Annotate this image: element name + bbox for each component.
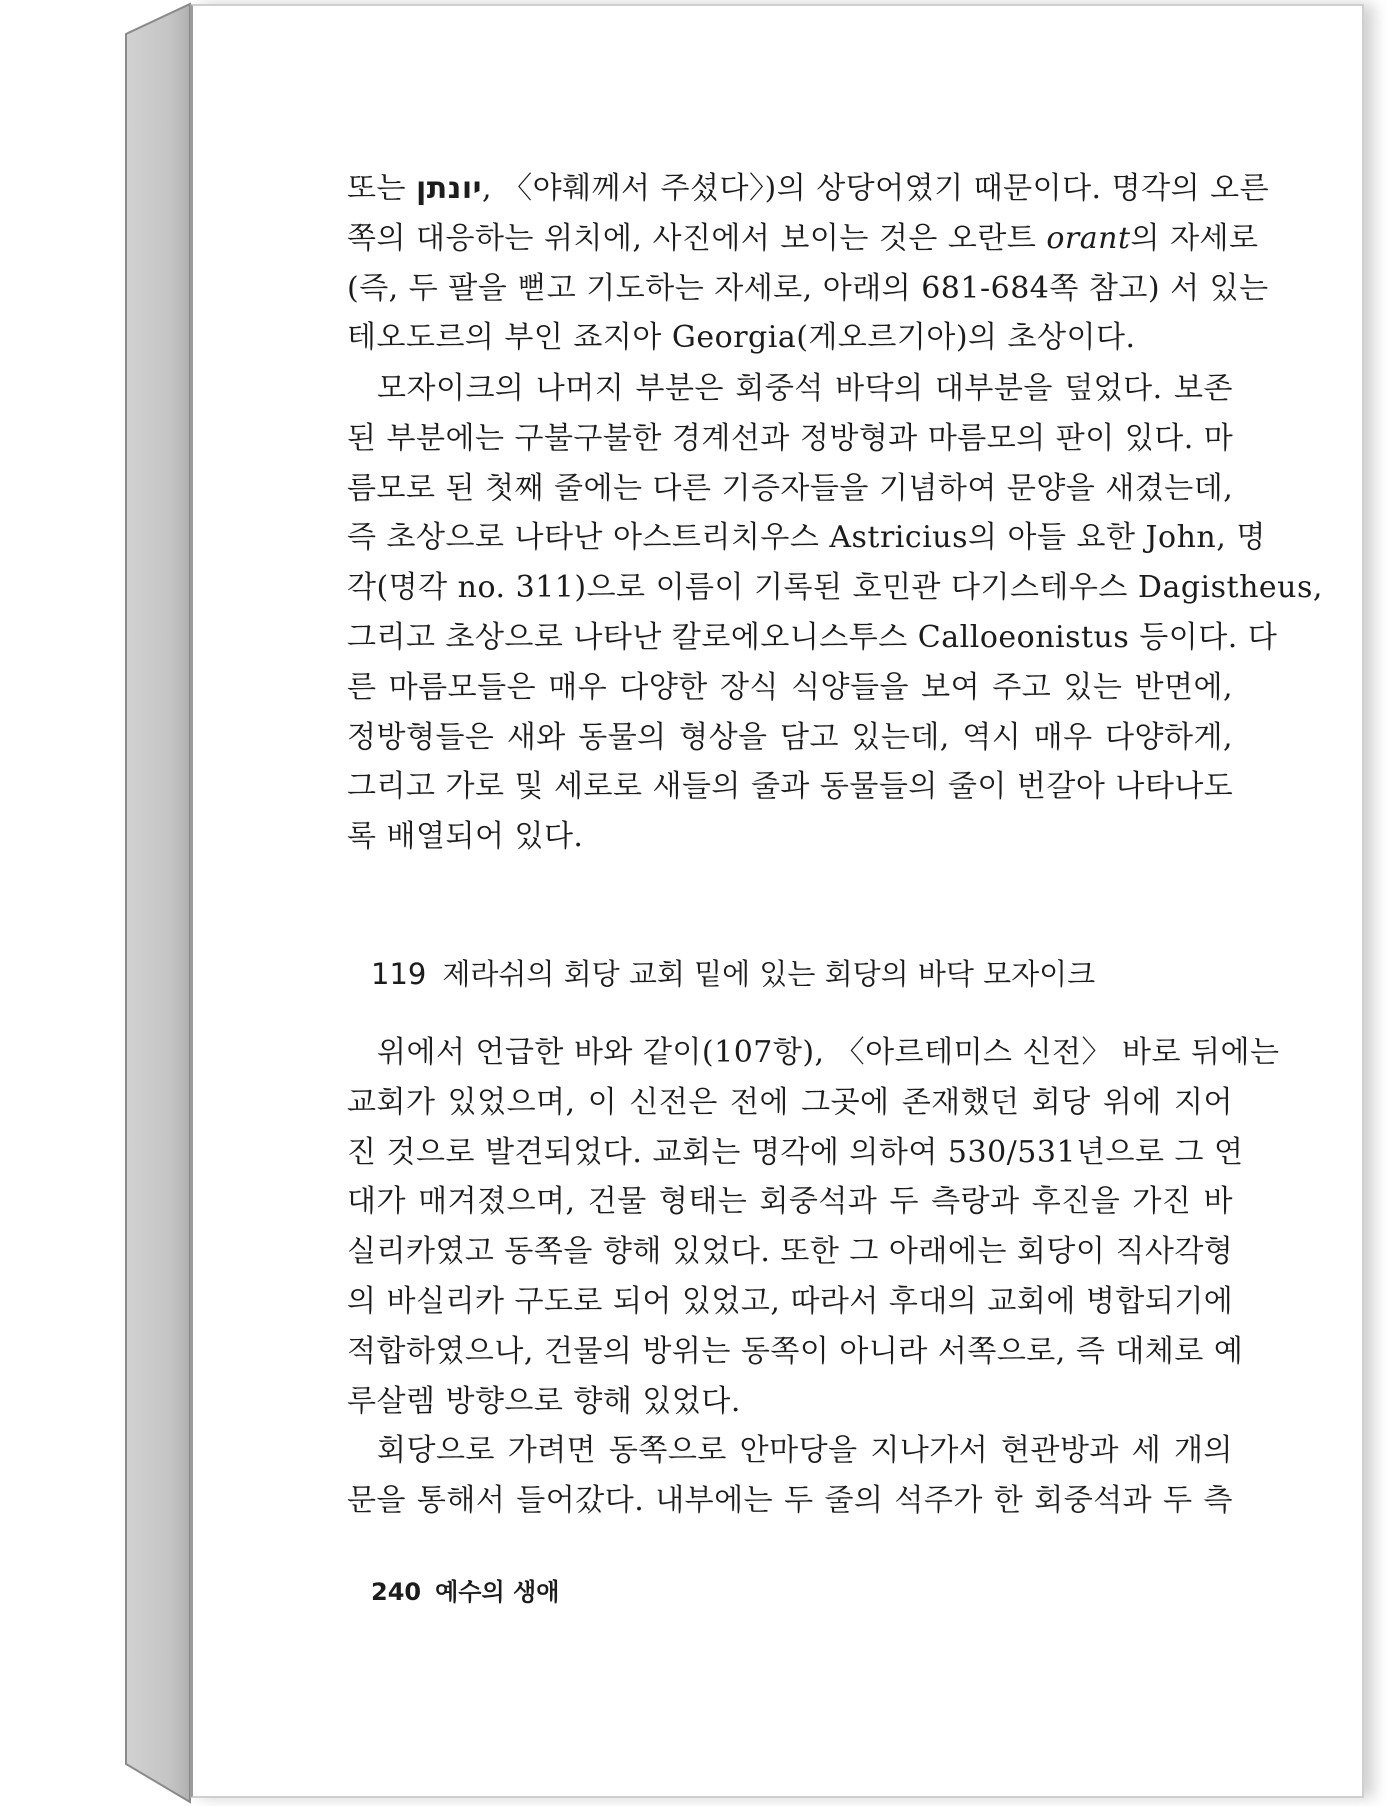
paragraph-mosaic xyxy=(347,364,1323,862)
text-line: 모자이크의 나머지 부분은 회중석 바닥의 대부분을 덮었다. 보존 xyxy=(377,371,1233,406)
italic-term: orant xyxy=(1046,220,1131,256)
text-line: 른 마름모들은 매우 다양한 장식 식양들을 보여 주고 있는 반면에, xyxy=(347,669,1233,705)
paragraph-entrance xyxy=(347,1426,1233,1526)
page-number: 240 xyxy=(371,1578,422,1606)
text-line: 된 부분에는 구불구불한 경계선과 정방형과 마름모의 판이 있다. 마 xyxy=(347,420,1234,456)
text-line: 름모로 된 첫째 줄에는 다른 기증자들을 기념하여 문양을 새겼는데, xyxy=(347,470,1234,506)
text-line: 회당으로 가려면 동쪽으로 안마당을 지나가서 현관방과 세 개의 xyxy=(377,1433,1233,1468)
text-line: 정방형들은 새와 동물의 형상을 담고 있는데, 역시 매우 다양하게, xyxy=(347,719,1233,755)
book-page xyxy=(190,4,1364,1798)
text-line: 테오도르의 부인 죠지아 Georgia(게오르기아)의 초상이다. xyxy=(347,320,1136,356)
paragraph-continued xyxy=(347,164,1270,363)
text-line: 쪽의 대응하는 위치에, 사진에서 보이는 것은 오란트 orant의 자세로 xyxy=(347,220,1259,256)
section-number: 119 xyxy=(371,957,427,991)
text-line: 루살렘 방향으로 향해 있었다. xyxy=(347,1383,741,1419)
text-line: 즉 초상으로 나타난 아스트리치우스 Astricius의 아들 요한 John, 명 xyxy=(347,520,1266,556)
text-line: 그리고 가로 및 세로로 새들의 줄과 동물들의 줄이 번갈아 나타나도 xyxy=(347,769,1234,805)
page-footer xyxy=(371,1572,559,1607)
text-line: 실리카였고 동쪽을 향해 있었다. 또한 그 아래에는 회당이 직사각형 xyxy=(347,1234,1234,1270)
text-line: 각(명각 no. 311)으로 이름이 기록된 호민관 다기스테우스 Dagistheus, xyxy=(347,570,1323,606)
text-line: (즉, 두 팔을 뻗고 기도하는 자세로, 아래의 681-684쪽 참고) 서 있는 xyxy=(347,270,1269,306)
text-line: 또는 יונתן, 〈야훼께서 주셨다〉)의 상당어였기 때문이다. 명각의 오른 xyxy=(347,171,1270,206)
text-line: 그리고 초상으로 나타난 칼로에오니스투스 Calloeonistus 등이다. 다 xyxy=(347,619,1278,655)
hebrew-word: יונתן xyxy=(416,171,483,206)
text-line: 록 배열되어 있다. xyxy=(347,819,584,855)
text-line: 위에서 언급한 바와 같이(107항), 〈아르테미스 신전〉 바로 뒤에는 xyxy=(377,1035,1280,1070)
text-line: 교회가 있었으며, 이 신전은 전에 그곳에 존재했던 회당 위에 지어 xyxy=(347,1084,1233,1120)
text-line: 문을 통해서 들어갔다. 내부에는 두 줄의 석주가 한 회중석과 두 측 xyxy=(347,1482,1233,1518)
text-line: 진 것으로 발견되었다. 교회는 명각에 의하여 530/531년으로 그 연 xyxy=(347,1134,1244,1170)
paragraph-church xyxy=(347,1028,1280,1426)
section-title: 제라쉬의 회당 교회 밑에 있는 회당의 바닥 모자이크 xyxy=(442,957,1096,991)
section-heading xyxy=(371,952,1231,993)
text-line: 의 바실리카 구도로 되어 있었고, 따라서 후대의 교회에 병합되기에 xyxy=(347,1283,1234,1319)
text-line: 대가 매겨졌으며, 건물 형태는 회중석과 두 측랑과 후진을 가진 바 xyxy=(347,1184,1233,1220)
running-title: 예수의 생애 xyxy=(435,1578,560,1606)
text-line: 적합하였으나, 건물의 방위는 동쪽이 아니라 서쪽으로, 즉 대체로 예 xyxy=(347,1333,1244,1369)
